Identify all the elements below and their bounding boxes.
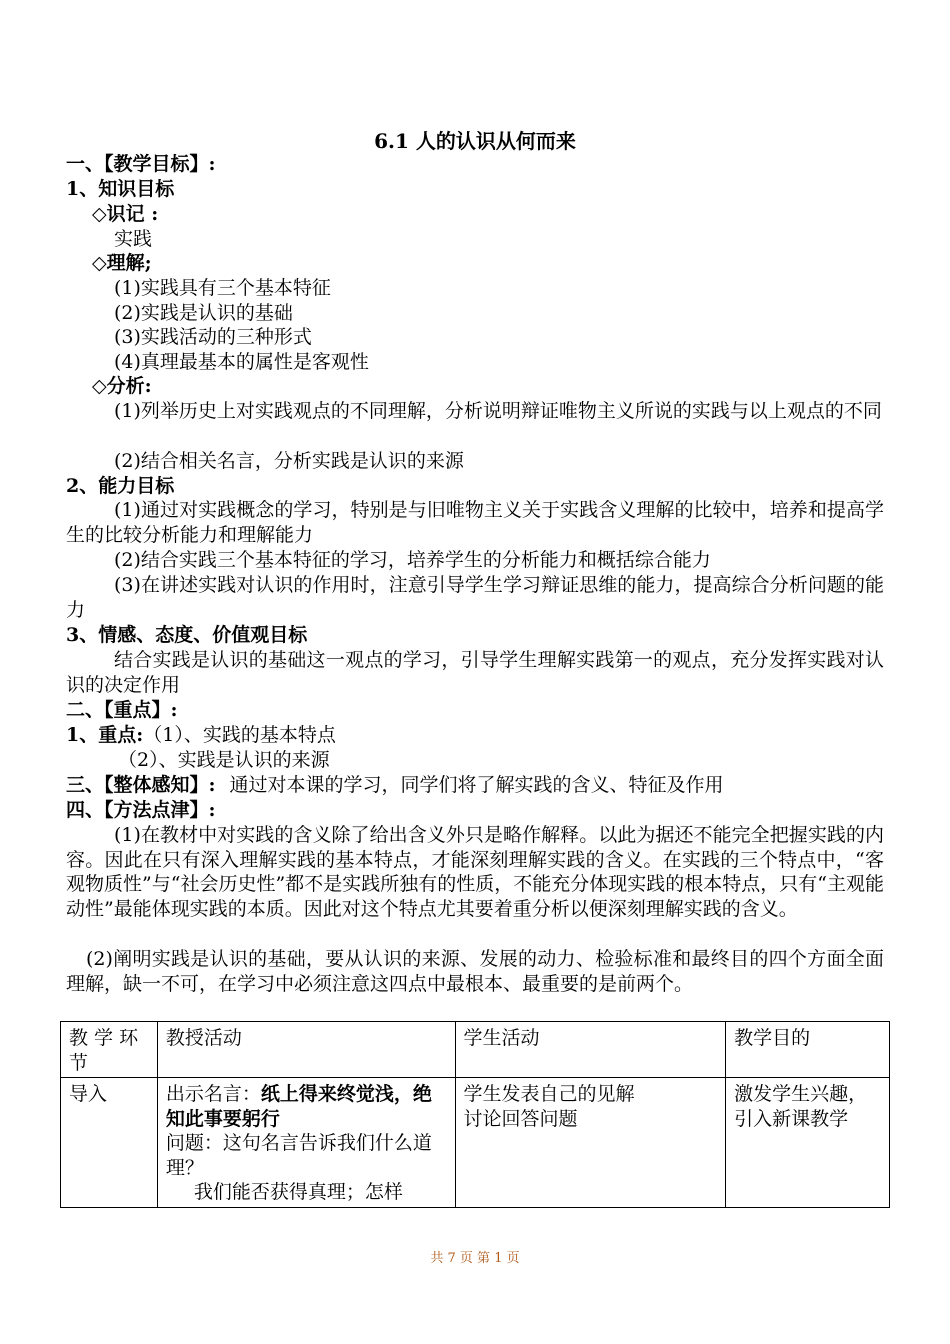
lesson-plan-table <box>60 1021 890 1208</box>
teacher-activity-cell <box>157 1078 455 1208</box>
section-teaching-goals-heading: 一、【教学目标】: <box>66 153 216 175</box>
key-points-label: 1、重点: <box>66 724 144 746</box>
key-point-item: （2）、实践是认识的来源 <box>118 749 330 771</box>
remember-label: ◇识记 : <box>92 203 159 225</box>
page-footer: 共 7 页 第 1 页 <box>430 1251 520 1266</box>
analyze-item: (2)结合相关名言，分析实践是认识的来源 <box>114 450 464 472</box>
key-points-line <box>66 723 336 748</box>
quote-line <box>166 1082 447 1131</box>
ability-item: (2)结合实践三个基本特征的学习，培养学生的分析能力和概括综合能力 <box>114 549 711 571</box>
show-prefix: 出示名言： <box>165 1083 261 1105</box>
followup-text: 我们能否获得真理；怎样 <box>193 1181 403 1203</box>
question-text: 问题：这句名言告诉我们什么道理？ <box>165 1132 432 1179</box>
understand-item: (4)真理最基本的属性是客观性 <box>114 351 369 373</box>
ability-item: (1)通过对实践概念的学习，特别是与旧唯物主义关于实践含义理解的比较中，培养和提高学生的比较分析能力和理解能力 <box>66 499 884 546</box>
analyze-label: ◇分析: <box>92 375 152 397</box>
remember-item: 实践 <box>114 228 153 250</box>
emotion-goal-heading: 3、情感、态度、价值观目标 <box>66 624 308 646</box>
method-paragraph: (2)阐明实践是认识的基础，要从认识的来源、发展的动力、检验标准和最终目的四个方面全面理解，缺一不可，在学习中必须注意这四点中最根本、最重要的是前两个。 <box>66 948 884 995</box>
section-key-points-heading: 二、【重点】: <box>66 699 178 721</box>
overview-text: 通过对本课的学习，同学们将了解实践的含义、特征及作用 <box>229 774 724 796</box>
understand-item: (1)实践具有三个基本特征 <box>114 277 331 299</box>
table-header-cell: 教学目的 <box>726 1022 890 1078</box>
famous-quote: 纸上得来终觉浅，绝知此事要躬行 <box>165 1083 432 1130</box>
table-header-cell: 学生活动 <box>455 1022 726 1078</box>
overview-line <box>66 773 724 798</box>
page-title: 6.1 人的认识从何而来 <box>374 129 576 153</box>
table-header-cell: 教 学 环节 <box>61 1022 158 1078</box>
student-activity-item: 讨论回答问题 <box>463 1107 578 1130</box>
understand-item: (2)实践是认识的基础 <box>114 302 293 324</box>
understand-item: (3)实践活动的三种形式 <box>114 326 312 348</box>
understand-label: ◇理解; <box>92 252 152 274</box>
student-activity-item: 学生发表自己的见解 <box>463 1083 635 1105</box>
ability-goal-heading: 2、能力目标 <box>66 475 175 497</box>
ability-item: (3)在讲述实践对认识的作用时，注意引导学生学习辩证思维的能力，提高综合分析问题的能力 <box>66 574 884 621</box>
table-row <box>61 1078 890 1208</box>
emotion-goal-text: 结合实践是认识的基础这一观点的学习，引导学生理解实践第一的观点，充分发挥实践对认识的决定作用 <box>66 649 884 696</box>
section-overview-heading: 三、【整体感知】: <box>66 774 216 796</box>
key-point-item: （1）、实践的基本特点 <box>143 724 336 746</box>
table-header-row <box>61 1022 890 1078</box>
stage-cell: 导入 <box>61 1078 158 1208</box>
teaching-goal-cell: 激发学生兴趣，引入新课教学 <box>726 1078 890 1208</box>
student-activity-cell <box>455 1078 726 1208</box>
table-header-cell: 教授活动 <box>157 1022 455 1078</box>
knowledge-goal-heading: 1、知识目标 <box>66 178 175 200</box>
analyze-item: (1)列举历史上对实践观点的不同理解，分析说明辩证唯物主义所说的实践与以上观点的不同 <box>114 400 882 422</box>
section-method-heading: 四、【方法点津】: <box>66 799 216 821</box>
method-paragraph: (1)在教材中对实践的含义除了给出含义外只是略作解释。以此为据还不能完全把握实践的内容。因此在只有深入理解实践的基本特点，才能深刻理解实践的含义。在实践的三个特点中，“客观物质性”与“社会历史性”都不是实践所独有的性质，不能充分体现实践的根本特点，只有“主观能动性”最能体现实践的本质。因此对这个特点尤其要着重分析以便深刻理解实践的含义。 <box>66 824 884 920</box>
